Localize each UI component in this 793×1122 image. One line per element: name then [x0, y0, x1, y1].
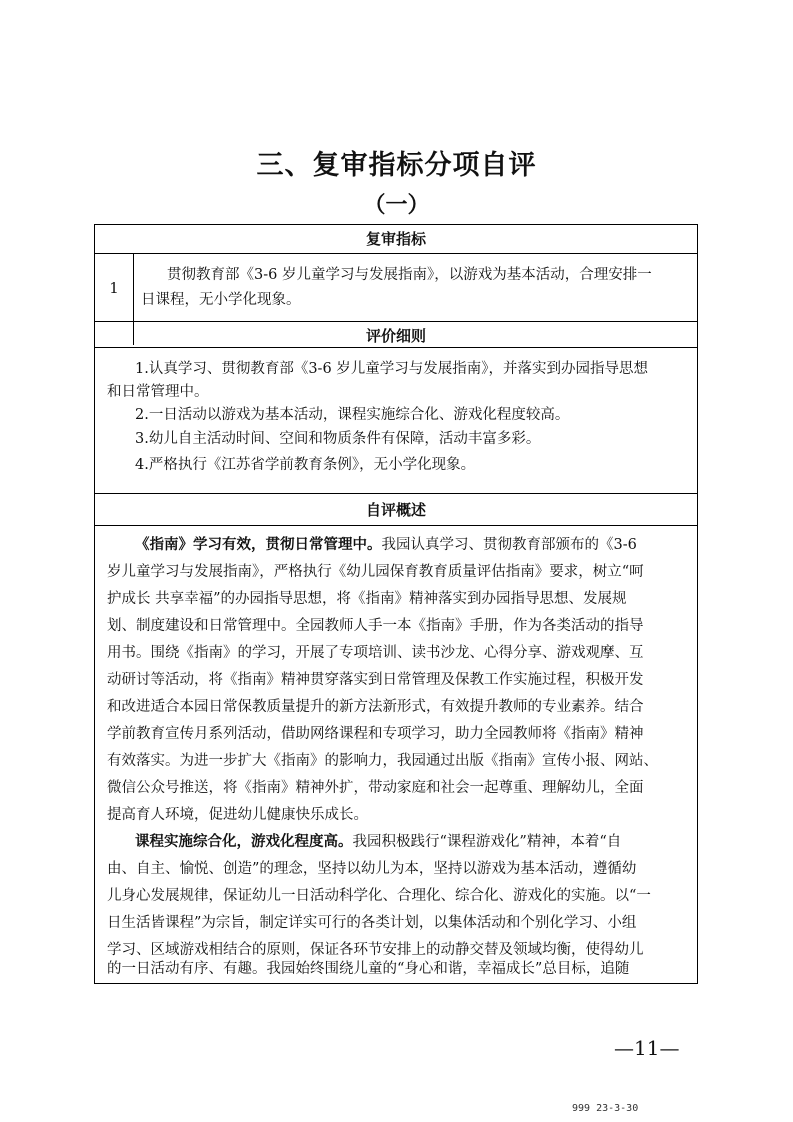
page-subtitle: （一）: [363, 193, 430, 218]
summary-paragraph-line: 由、自主、愉悦、创造”的理念，坚持以幼儿为本，坚持以游戏为基本活动，遵循幼: [107, 861, 637, 877]
indicator-line: 贯彻教育部《3-6 岁儿童学习与发展指南》，以游戏为基本活动，合理安排一: [167, 267, 652, 283]
divider: [95, 525, 697, 526]
summary-paragraph-line: [135, 533, 637, 558]
summary-paragraph-line: 动研讨等活动，将《指南》精神贯穿落实到日常管理及保教工作实施过程，积极开发: [107, 672, 644, 688]
summary-paragraph-line: 和改进适合本园日常保教质量提升的新方法新形式，有效提升教师的专业素养。结合: [107, 699, 644, 715]
summary-paragraph-line: 有效落实。为进一步扩大《指南》的影响力，我园通过出版《指南》宣传小报、网站、: [107, 753, 658, 769]
summary-paragraph-line: 学前教育宣传月系列活动，借助网络课程和专项学习，助力全园教师将《指南》精神: [107, 726, 644, 742]
criteria-line: 4.严格执行《江苏省学前教育条例》，无小学化现象。: [135, 457, 476, 473]
paragraph-lead: 课程实施综合化，游戏化程度高。: [135, 834, 353, 850]
divider: [95, 493, 697, 494]
indicator-line: 日课程，无小学化现象。: [141, 292, 301, 308]
criteria-header: 评价细则: [365, 327, 426, 345]
summary-paragraph-line: 划、制度建设和日常管理中。全园教师人手一本《指南》手册，作为各类活动的指导: [107, 618, 644, 634]
summary-paragraph-line: 岁儿童学习与发展指南》，严格执行《幼儿园保育教育质量评估指南》要求，树立“呵: [107, 564, 644, 580]
criteria-line: 1.认真学习、贯彻教育部《3-6 岁儿童学习与发展指南》，并落实到办园指导思想: [135, 361, 649, 377]
page-number: —11—: [614, 1036, 680, 1060]
paragraph-lead: 《指南》学习有效，贯彻日常管理中。: [135, 537, 382, 553]
divider: [95, 253, 697, 254]
paragraph-text: 我园认真学习、贯彻教育部颁布的《3-6: [381, 537, 637, 553]
summary-paragraph-line: 学习、区域游戏相结合的原则，保证各环节安排上的动静交替及领域均衡，使得幼儿: [107, 942, 644, 958]
summary-paragraph-line: 用书。围绕《指南》的学习，开展了专项培训、读书沙龙、心得分享、游戏观摩、互: [107, 645, 644, 661]
summary-paragraph-line: 日生活皆课程”为宗旨，制定详实可行的各类计划，以集体活动和个别化学习、小组: [107, 915, 637, 931]
summary-paragraph-line: [135, 830, 621, 855]
summary-paragraph-line: 微信公众号推送，将《指南》精神外扩，带动家庭和社会一起尊重、理解幼儿，全面: [107, 780, 644, 796]
criteria-line: 2.一日活动以游戏为基本活动，课程实施综合化、游戏化程度较高。: [135, 407, 570, 423]
summary-header: 自评概述: [365, 501, 426, 519]
divider: [95, 347, 697, 348]
page-title: 三、复审指标分项自评: [256, 150, 537, 181]
summary-paragraph-line: 的一日活动有序、有趣。我园始终围绕儿童的“身心和谐，幸福成长”总目标，追随: [107, 961, 630, 977]
summary-paragraph-line: 儿身心发展规律，保证幼儿一日活动科学化、合理化、综合化、游戏化的实施。以“一: [107, 888, 651, 904]
criteria-line: 和日常管理中。: [107, 384, 209, 400]
indicator-header: 复审指标: [365, 230, 426, 248]
evaluation-table: [94, 224, 698, 984]
summary-paragraph-line: 护成长 共享幸福”的办园指导思想，将《指南》精神落实到办园指导思想、发展规: [107, 591, 627, 607]
criteria-line: 3.幼儿自主活动时间、空间和物质条件有保障，活动丰富多彩。: [135, 431, 541, 447]
paragraph-text: 我园积极践行“课程游戏化”精神，本着“自: [352, 834, 622, 850]
indicator-number: 1: [109, 279, 119, 297]
summary-paragraph-line: 提高育人环境，促进幼儿健康快乐成长。: [107, 807, 368, 823]
footer-stamp: 999 23-3-30: [572, 1103, 639, 1114]
